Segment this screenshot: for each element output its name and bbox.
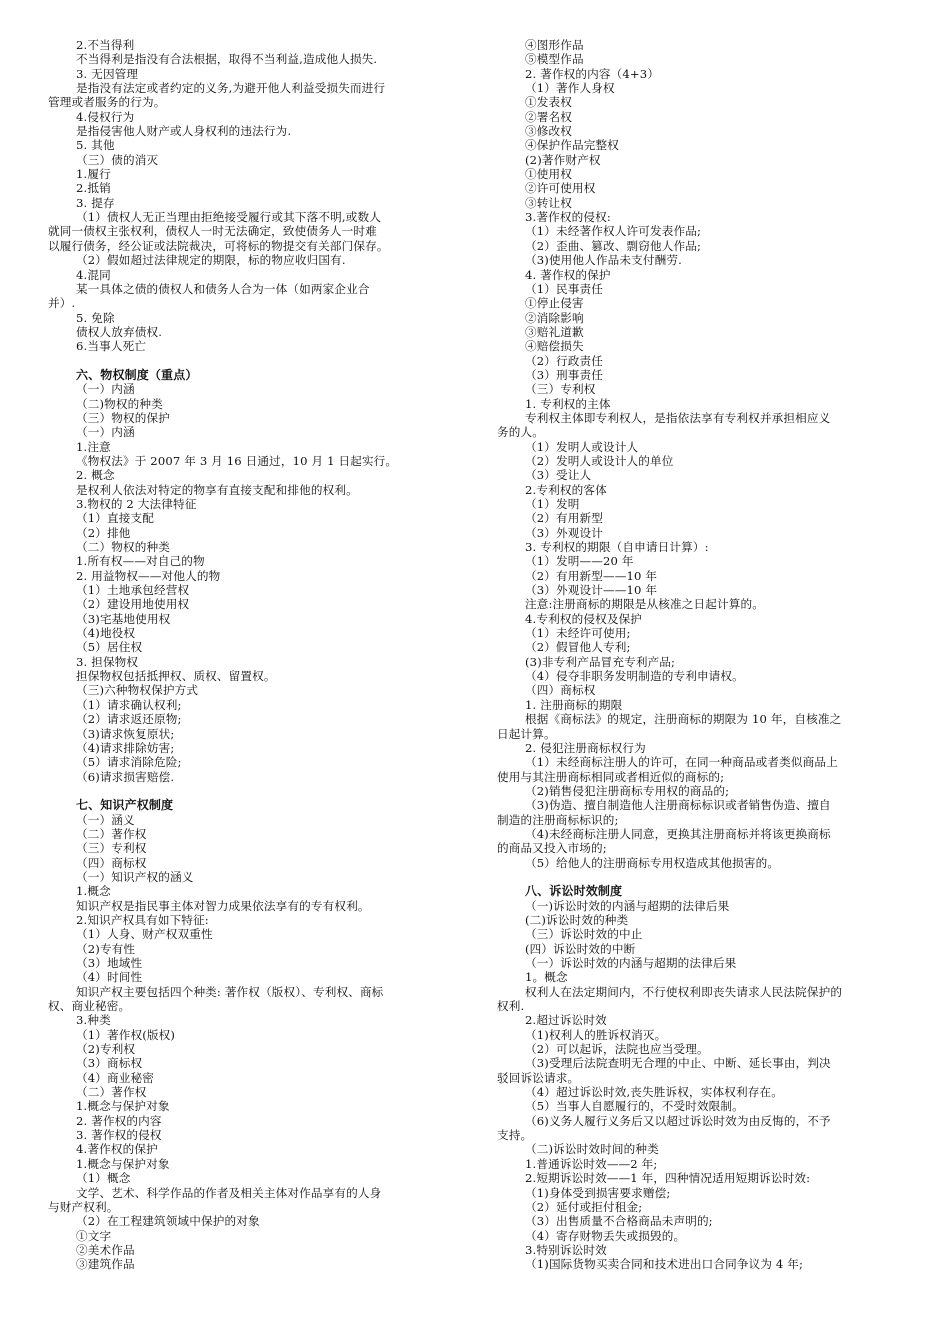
text-line: （四）商标权 [525,683,596,698]
text-line: （5）居住权 [76,640,143,655]
text-line: 4.著作权的保护 [76,1142,158,1157]
text-line: 2.抵销 [76,181,111,196]
text-line: （2）行政责任 [525,353,603,368]
text-line: 2.专利权的客体 [525,482,607,497]
text-line: 2. 侵犯注册商标权行为 [525,740,646,755]
text-line: 担保物权包括抵押权、质权、留置权。 [76,669,276,684]
text-line: (3)非专利产品冒充专利产品; [525,654,676,669]
text-line: 3. 专利权的期限（自申请日计算）: [525,540,709,555]
text-line: （3)受理后法院查明无合理的中止、中断、延长事由，判决 [525,1056,831,1071]
text-line: 3. 提存 [76,195,115,210]
text-line: （3)伪造、擅自制造他人注册商标标识或者销售伪造、擅自 [525,798,831,813]
text-line: 知识产权主要包括四个种类: 著作权（版权）、专利权、商标 [76,984,384,999]
text-line: 就同一债权主张权利，债权人一时无法确定，致使债务人一时难 [48,224,377,239]
blank-line [48,354,466,368]
text-line: （3)使用他人作品未支付酬劳. [525,253,682,268]
text-line: 2.不当得利 [76,38,135,52]
text-line: （4）寄存财物丢失或损毁的。 [525,1228,686,1243]
text-line: （三）专利权 [76,841,147,856]
text-line: （3)宅基地使用权 [76,611,171,626]
section-heading: 八、诉讼时效制度 [525,884,623,899]
text-line: （3)请求恢复原状; [76,726,175,741]
text-line: （2）假如超过法律规定的期限，标的物应收归国有. [76,253,346,268]
right-column [497,38,915,1272]
text-line: 2. 著作权的内容（4+3） [525,66,660,81]
text-line: （5）当事人自愿履行的，不受时效限制。 [525,1099,744,1114]
text-line: （一）内涵 [76,382,135,397]
left-column [48,38,466,1272]
text-line: （1）著作人身权 [525,81,615,96]
text-line: ①文字 [76,1228,112,1243]
text-line: （三)六种物权保护方式 [76,683,199,698]
text-line: ③建筑作品 [76,1257,135,1272]
text-line: （三）物权的保护 [76,410,170,425]
text-line: ②消除影响 [525,310,584,325]
text-line: 支持。 [497,1128,533,1143]
text-line: ④图形作品 [525,38,584,52]
text-line: （1）未经商标注册人的许可，在同一种商品或者类似商品上 [525,755,838,770]
text-line: （一）涵义 [76,812,135,827]
text-line: （三）专利权 [525,382,596,397]
text-line: （2）可以起诉，法院也应当受理。 [525,1042,709,1057]
text-line: 债权人放弃债权. [76,324,163,339]
text-line: 权利. [497,999,525,1014]
text-line: （1）土地承包经营权 [76,583,190,598]
text-line: （一）诉讼时效的内涵与超期的法律后果 [525,956,737,970]
text-line: 使用与其注册商标相同或者相近似的商标的; [497,769,725,784]
text-line: ③转让权 [525,195,572,210]
text-line: 1. 注册商标的期限 [525,697,623,712]
text-line: （2）在工程建筑领域中保护的对象 [76,1214,260,1229]
text-line: ②署名权 [525,109,572,124]
text-line: 《物权法》于 2007 年 3 月 16 日通过，10 月 1 日起实行。 [76,453,398,468]
text-line: 权利人在法定期间内，不行使权利即丧失请求人民法院保护的 [525,984,843,999]
text-line: 日起计算。 [497,726,556,741]
text-line: （1）请求确认权利; [76,697,182,712]
text-line: ①停止侵害 [525,296,584,311]
text-line: 2.短期诉讼时效——1 年，四种情况适用短期诉讼时效: [525,1171,811,1186]
text-line: 5. 免除 [76,310,115,325]
text-line: 4. 著作权的保护 [525,267,611,282]
text-line: （1）民事责任 [525,281,603,296]
text-line: （3）外观设计——10 年 [525,583,658,598]
text-line: 某一具体之债的债权人和债务人合为一体（如两家企业合 [76,281,370,296]
text-line: ③修改权 [525,124,572,139]
text-line: 是权利人依法对特定的物享有直接支配和排他的权利。 [76,482,358,497]
text-line: （5）请求消除危险; [76,755,182,770]
text-line: （1）债权人无正当理由拒绝接受履行或其下落不明,或数人 [76,210,381,225]
text-line: （4）超过诉讼时效,丧失胜诉权，实体权利存在。 [525,1085,783,1100]
text-line: 不当得利是指没有合法根据，取得不当利益,造成他人损失. [76,52,378,67]
text-line: 3. 担保物权 [76,654,139,669]
text-line: （1）发明 [525,497,580,511]
text-line: 2.知识产权具有如下特征: [76,912,209,927]
text-line: （三）债的消灭 [76,152,159,167]
text-line: ①发表权 [525,95,572,110]
text-line: 3. 无因管理 [76,66,139,81]
text-line: （4)地役权 [76,626,136,641]
text-line: （1）发明人或设计人 [525,439,639,454]
text-line: （1）著作权(版权) [76,1027,176,1042]
text-line: （6)义务人履行义务后又以超过诉讼时效为由反悔的，不予 [525,1113,831,1128]
text-line: 的商品又投入市场的; [497,841,607,856]
section-heading: 七、知识产权制度 [76,798,174,813]
text-line: 1. 专利权的主体 [525,396,611,411]
text-line: 专利权主体即专利权人，是指依法享有专利权并承担相应义 [525,410,831,425]
text-line: 以履行债务，经公证或法院裁决，可将标的物提交有关部门保存。 [48,238,389,253]
text-line: 与财产权利。 [48,1199,119,1214]
text-line: （二)物权的种类 [76,396,163,411]
text-line: 制造的注册商标标识的; [497,812,619,827]
text-line: （2）有用新型——10 年 [525,568,658,583]
text-line: （5）给他人的注册商标专用权造成其他损害的。 [525,855,780,870]
text-line: 4.混同 [76,267,111,282]
text-line: 管理或者服务的行为。 [48,95,166,110]
text-line: （二）著作权 [76,826,147,841]
text-line: （1）人身、财产权双重性 [76,927,213,942]
text-line: （三）诉讼时效的中止 [525,927,643,942]
text-line: 2.超过诉讼时效 [525,1013,607,1028]
text-line: ②美术作品 [76,1242,135,1257]
text-line: 文学、艺术、科学作品的作者及相关主体对作品享有的人身 [76,1185,382,1200]
text-line: （3）刑事责任 [525,367,603,382]
text-line: 1.普通诉讼时效——2 年; [525,1156,658,1171]
text-line: （2）发明人或设计人的单位 [525,453,674,468]
text-line: 2. 概念 [76,468,115,483]
text-line: （二)诉讼时效时间的种类 [525,1142,659,1157]
text-line: ④保护作品完整权 [525,138,619,153]
text-line: 3.特别诉讼时效 [525,1242,607,1257]
text-line: （1）直接支配 [76,511,154,526]
text-line: （3）外观设计 [525,525,603,540]
text-line: ①使用权 [525,167,572,182]
text-line: （1)权利人的胜诉权消灭。 [525,1027,667,1042]
text-line: （二）著作权 [76,1085,147,1100]
text-line: (四）诉讼时效的中断 [525,941,636,956]
text-line: （2）延付或拒付租金; [525,1199,643,1214]
blank-line [48,784,466,798]
text-line: 4.侵权行为 [76,109,135,124]
text-line: （3）地域性 [76,956,143,970]
text-line: 1.概念 [76,884,111,899]
text-line: （1）未经许可使用; [525,626,631,641]
text-line: 3.著作权的侵权: [525,210,611,225]
text-line: （一)诉讼时效的内涵与超期的法律后果 [525,898,730,913]
text-line: （1）发明——20 年 [525,554,634,569]
text-line: （4)请求排除妨害; [76,740,175,755]
text-line: （6)请求损害赔偿. [76,769,175,784]
text-line: 并）. [48,296,76,311]
text-line: ④赔偿损失 [525,339,584,354]
text-line: 权、商业秘密。 [48,999,131,1014]
text-line: （4)未经商标注册人同意，更换其注册商标并将该更换商标 [525,826,831,841]
text-line: 1.注意 [76,439,111,454]
text-line: （2）假冒他人专利; [525,640,631,655]
text-line: ⑤模型作品 [525,52,584,67]
section-heading: 六、物权制度（重点） [76,367,198,382]
text-line: （1)身体受到损害要求赠偿; [525,1185,671,1200]
text-line: 3.种类 [76,1013,111,1028]
text-line: （4）侵夺非职务发明制造的专利申请权。 [525,669,744,684]
text-line: （2）请求返还原物; [76,712,182,727]
text-line: （4）时间性 [76,970,143,985]
text-line: 1。概念 [525,970,568,985]
text-line: （2)专有性 [76,941,136,956]
text-line: （3）出售质量不合格商品未声明的; [525,1214,713,1229]
text-line: ②许可使用权 [525,181,596,196]
text-line: （一）内涵 [76,425,135,440]
text-line: 1.所有权——对自己的物 [76,554,205,569]
text-line: （1)国际货物买卖合同和技术进出口合同争议为 4 年; [525,1257,804,1272]
text-line: 务的人。 [497,425,544,440]
text-line: 2. 著作权的内容 [76,1113,162,1128]
text-line: 是指没有法定或者约定的义务,为避开他人利益受损失而进行 [76,81,386,96]
text-line: 2. 用益物权——对他人的物 [76,568,221,583]
text-line: （4）商业秘密 [76,1070,154,1085]
text-line: 4.专利权的侵权及保护 [525,611,643,626]
text-line: （1）未经著作权人许可发表作品; [525,224,701,239]
text-line: (二)诉讼时效的种类 [525,912,629,927]
text-line: 根据《商标法》的规定，注册商标的期限为 10 年，自核准之 [525,712,842,727]
text-line: （四）商标权 [76,855,147,870]
text-line: 5. 其他 [76,138,115,153]
text-line: 是指侵害他人财产或人身权利的违法行为. [76,124,292,139]
text-line: 驳回诉讼请求。 [497,1070,580,1085]
blank-line [497,870,915,884]
text-line: （3）商标权 [76,1056,143,1071]
text-line: （2）建设用地使用权 [76,597,190,612]
text-line: （2）歪曲、篡改、剽窃他人作品; [525,238,701,253]
text-line: 6.当事人死亡 [76,339,147,354]
text-line: （3）受让人 [525,468,592,483]
text-line: （2）排他 [76,525,131,540]
text-line: 注意:注册商标的期限是从核准之日起计算的。 [525,597,764,612]
text-line: (2)著作财产权 [525,152,601,167]
text-line: 3. 著作权的侵权 [76,1128,162,1143]
text-line: （2）有用新型 [525,511,603,526]
text-line: 1.概念与保护对象 [76,1156,170,1171]
text-line: 1.概念与保护对象 [76,1099,170,1114]
text-line: （1）概念 [76,1171,131,1186]
text-line: ③赔礼道歉 [525,324,584,339]
text-line: （二）物权的种类 [76,540,170,555]
text-line: 知识产权是指民事主体对智力成果依法享有的专有权利。 [76,898,370,913]
text-line: 1.履行 [76,167,111,182]
text-line: （2)销售侵犯注册商标专用权的商品的; [525,783,730,798]
text-line: （2)专利权 [76,1042,136,1057]
text-line: （一）知识产权的涵义 [76,869,194,884]
text-line: 3.物权的 2 大法律特征 [76,497,197,511]
